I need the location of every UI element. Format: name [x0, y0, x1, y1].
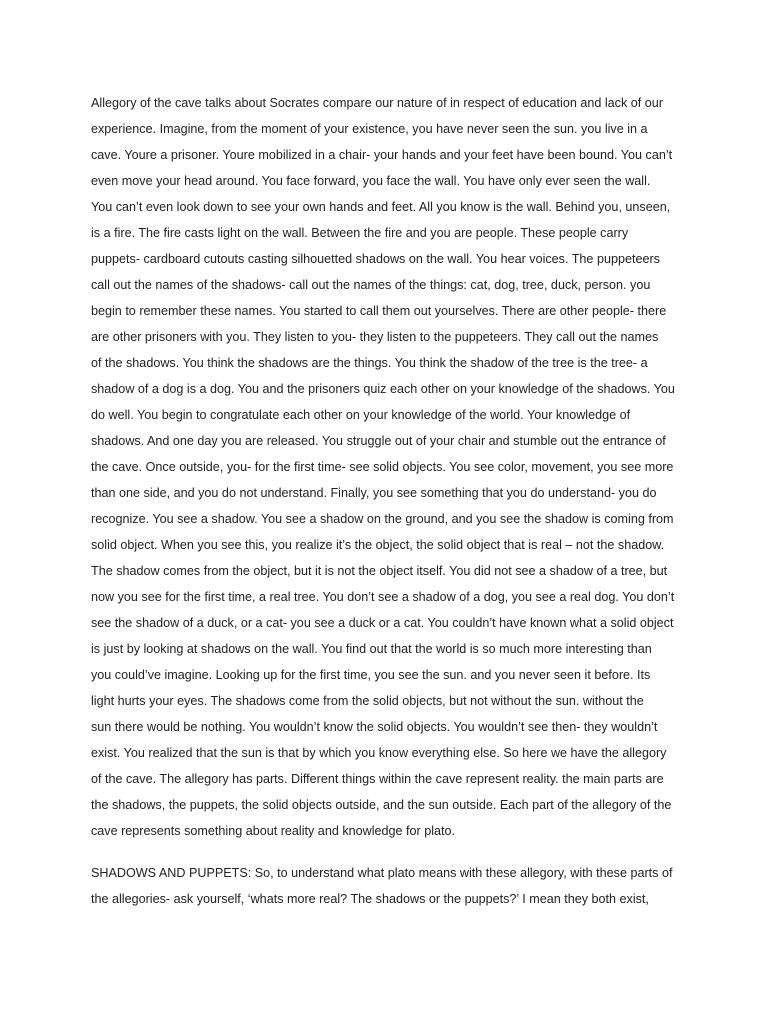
text-line: the shadows, the puppets, the solid objects outside, and the sun outside. Each part of the allegory of the	[91, 798, 672, 812]
text-line: even move your head around. You face forward, you face the wall. You have only ever seen the wall.	[91, 174, 651, 188]
text-line: the allegories- ask yourself, ‘whats more real? The shadows or the puppets?’ I mean they both exist,	[91, 892, 649, 906]
text-line: begin to remember these names. You started to call them out yourselves. There are other people- there	[91, 304, 667, 318]
text-line: are other prisoners with you. They listen to you- they listen to the puppeteers. They call out the names	[91, 330, 659, 344]
text-line: You can’t even look down to see your own hands and feet. All you know is the wall. Behind you, unseen,	[91, 200, 671, 214]
text-line: shadow of a dog is a dog. You and the prisoners quiz each other on your knowledge of the shadows. You	[91, 382, 675, 396]
text-line: is just by looking at shadows on the wall. You find out that the world is so much more interesting than	[91, 642, 652, 656]
text-line: shadows. And one day you are released. You struggle out of your chair and stumble out the entrance of	[91, 434, 666, 448]
text-line: Allegory of the cave talks about Socrates compare our nature of in respect of education and lack of our	[91, 96, 663, 110]
text-line: you could’ve imagine. Looking up for the first time, you see the sun. and you never seen it before. Its	[91, 668, 651, 682]
text-line: experience. Imagine, from the moment of your existence, you have never seen the sun. you live in a	[91, 122, 648, 136]
text-line: call out the names of the shadows- call out the names of the things: cat, dog, tree, duck, person. you	[91, 278, 651, 292]
text-line: do well. You begin to congratulate each other on your knowledge of the world. Your knowledge of	[91, 408, 631, 422]
text-line: cave represents something about reality and knowledge for plato.	[91, 824, 456, 838]
text-line: exist. You realized that the sun is that by which you know everything else. So here we have the allegory	[91, 746, 667, 760]
text-line: solid object. When you see this, you realize it’s the object, the solid object that is real – not the shadow.	[91, 538, 665, 552]
text-line: recognize. You see a shadow. You see a shadow on the ground, and you see the shadow is coming from	[91, 512, 674, 526]
text-line: the cave. Once outside, you- for the first time- see solid objects. You see color, movement, you see more	[91, 460, 674, 474]
text-line: see the shadow of a duck, or a cat- you see a duck or a cat. You couldn’t have known what a solid object	[91, 616, 674, 630]
text-line: of the shadows. You think the shadows are the things. You think the shadow of the tree is the tree- a	[91, 356, 648, 370]
text-line: The shadow comes from the object, but it is not the object itself. You did not see a shadow of a tree, but	[91, 564, 668, 578]
text-line: of the cave. The allegory has parts. Different things within the cave represent reality. the main parts are	[91, 772, 664, 786]
text-line: now you see for the first time, a real tree. You don’t see a shadow of a dog, you see a real dog. You don’t	[91, 590, 675, 604]
text-line: sun there would be nothing. You wouldn’t know the solid objects. You wouldn’t see then- they wouldn’t	[91, 720, 658, 734]
text-line: puppets- cardboard cutouts casting silhouetted shadows on the wall. You hear voices. The puppeteers	[91, 252, 660, 266]
text-line: than one side, and you do not understand. Finally, you see something that you do understand- you do	[91, 486, 657, 500]
paragraph-shadows-and-puppets	[91, 864, 681, 916]
text-line: cave. Youre a prisoner. Youre mobilized in a chair- your hands and your feet have been bound. You can’t	[91, 148, 673, 162]
text-line: SHADOWS AND PUPPETS: So, to understand what plato means with these allegory, with these parts of	[91, 866, 673, 880]
text-line: is a fire. The fire casts light on the wall. Between the fire and you are people. These people carry	[91, 226, 629, 240]
text-line: light hurts your eyes. The shadows come from the solid objects, but not without the sun. without the	[91, 694, 644, 708]
paragraph-allegory-of-the-cave	[91, 94, 681, 848]
